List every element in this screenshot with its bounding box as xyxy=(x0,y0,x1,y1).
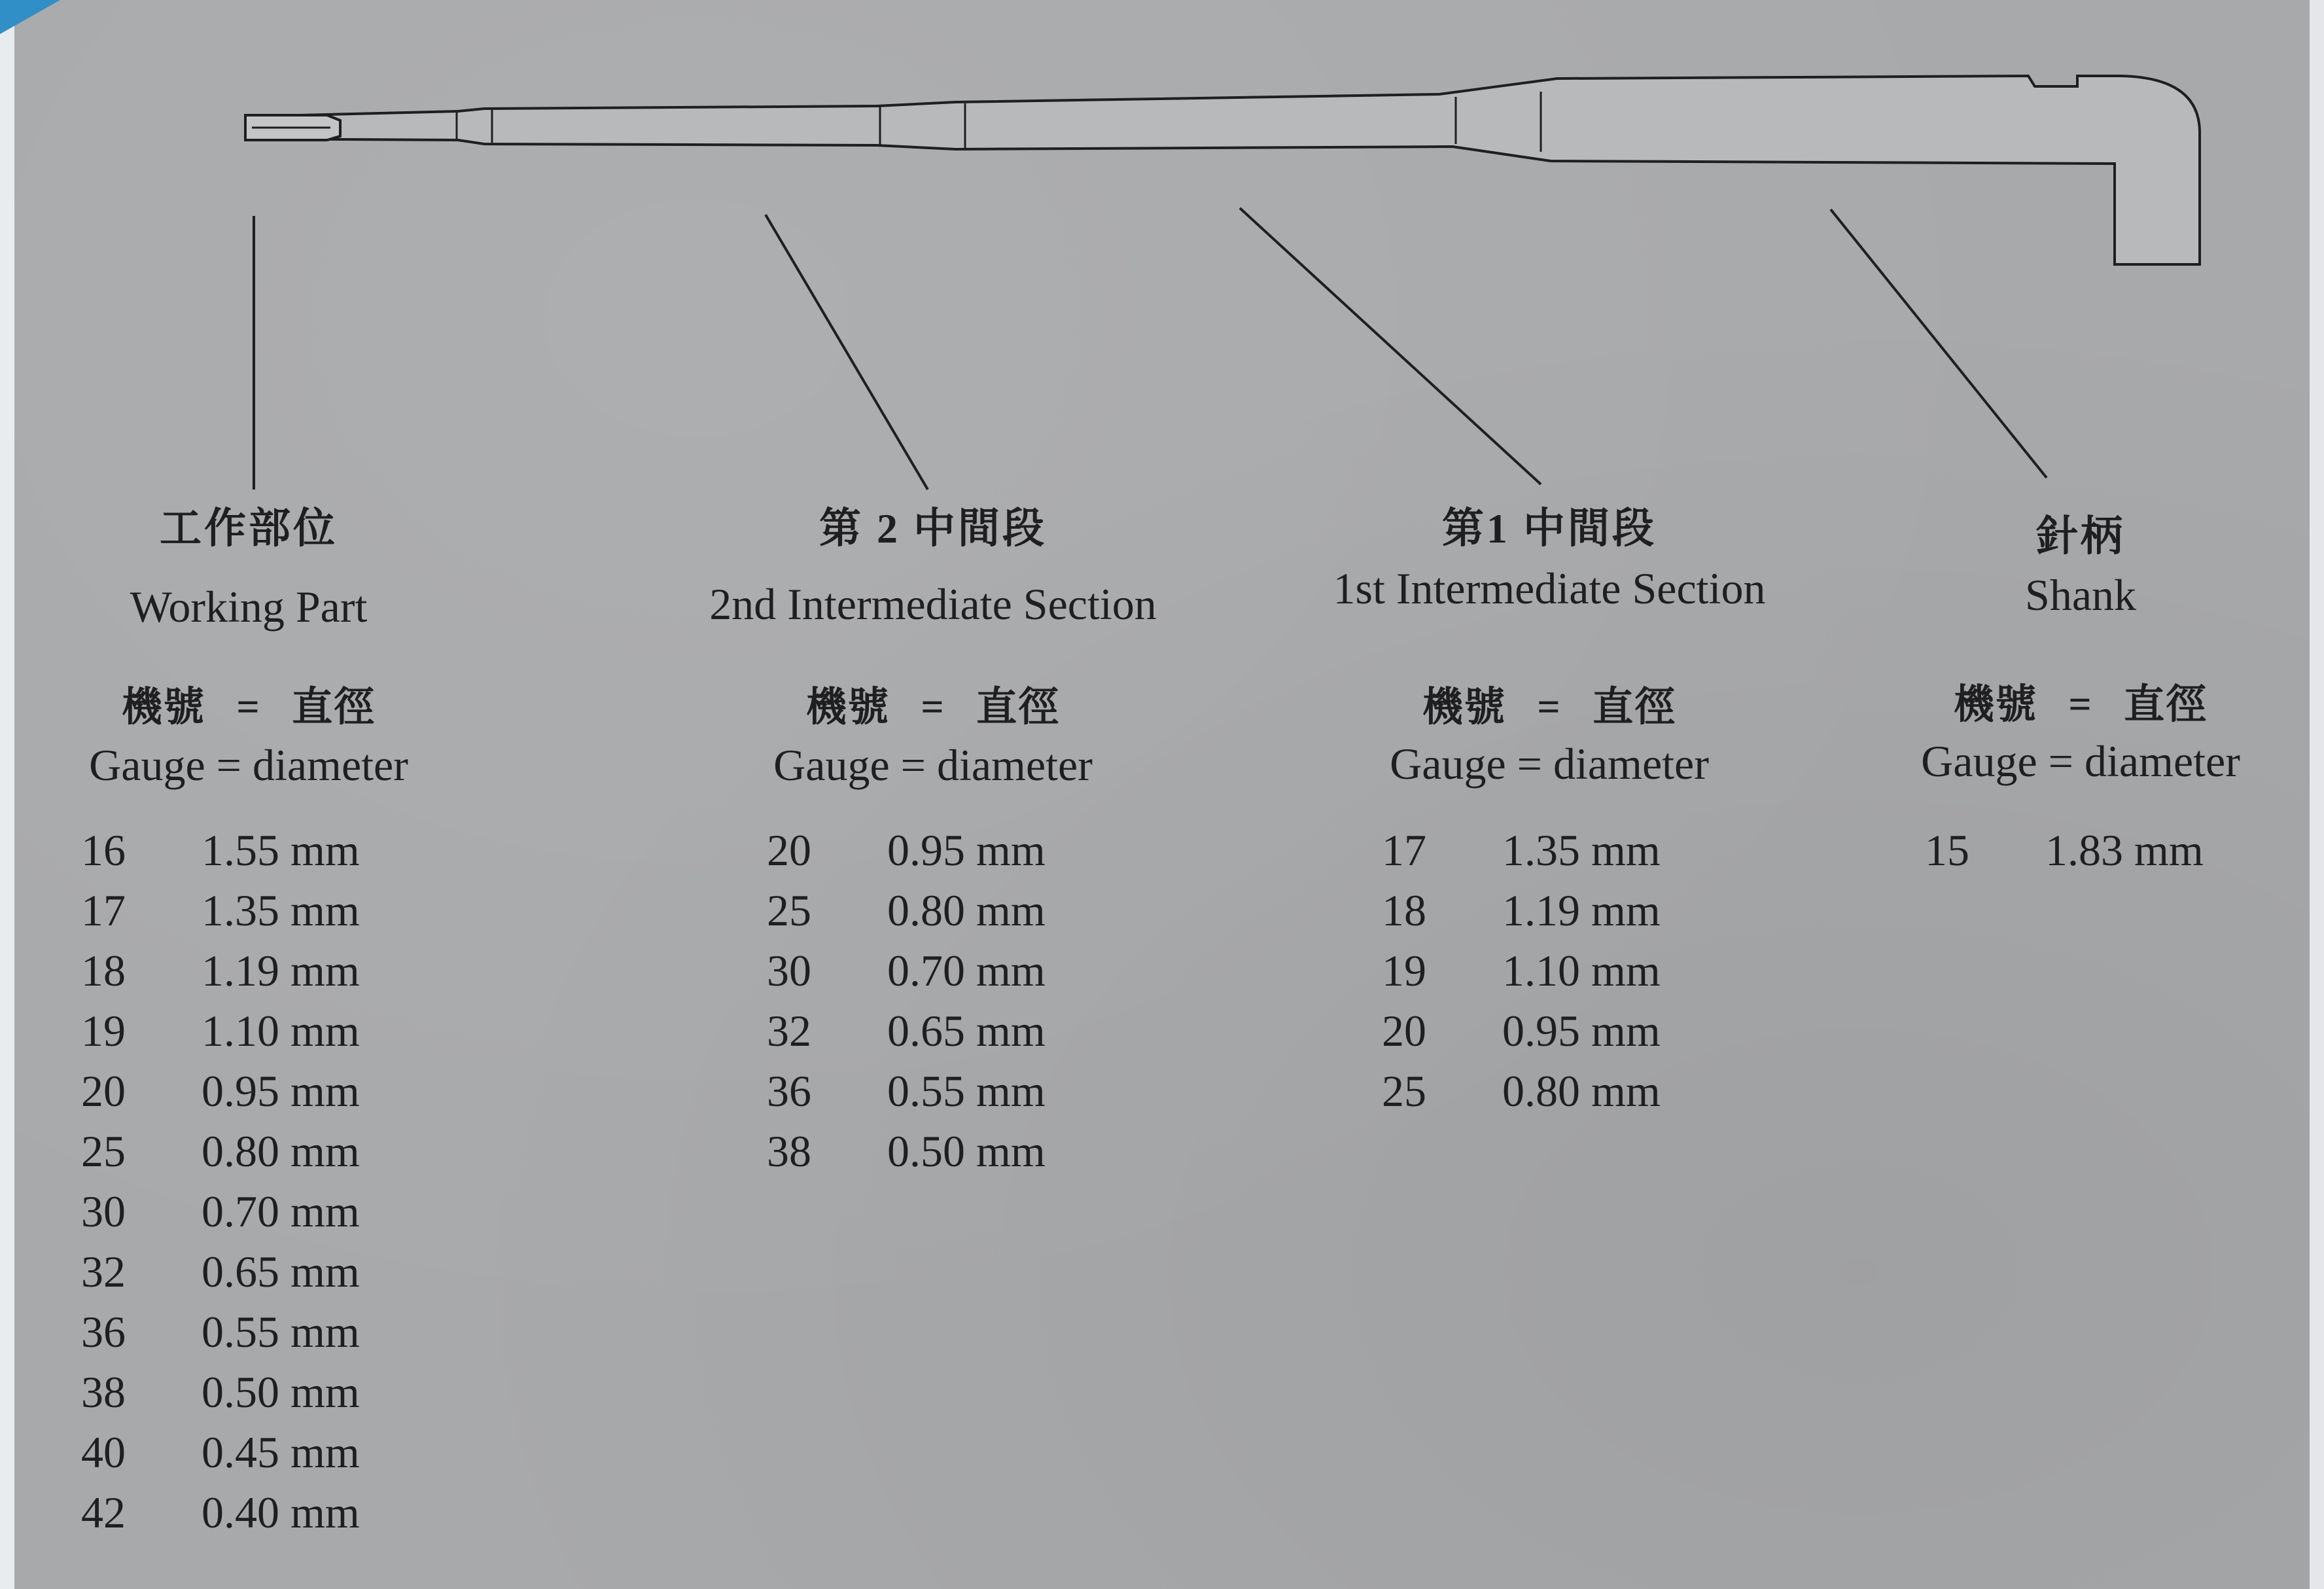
gauge-header-en: Gauge = diameter xyxy=(773,740,1093,790)
gauge-value: 18 xyxy=(81,946,126,995)
gauge-value: 25 xyxy=(1382,1066,1426,1116)
diameter-value: 0.45 mm xyxy=(202,1427,360,1477)
table-row xyxy=(64,1005,653,1065)
title-zh: 工作部位 xyxy=(160,505,338,552)
diameter-value: 1.19 mm xyxy=(1502,885,1661,935)
gauge-value: 42 xyxy=(81,1488,126,1537)
diameter-value: 0.55 mm xyxy=(887,1066,1046,1116)
table-row xyxy=(64,885,653,945)
gauge-header-en: Gauge = diameter xyxy=(1921,736,2240,786)
title-en: Shank xyxy=(2025,570,2136,620)
table-row xyxy=(1365,1005,1954,1065)
gauge-value: 38 xyxy=(81,1367,126,1417)
table-row xyxy=(750,1065,1339,1126)
gauge-value: 19 xyxy=(81,1006,126,1056)
gauge-value: 17 xyxy=(1382,825,1426,875)
gauge-header-en: Gauge = diameter xyxy=(89,740,408,790)
title-en: 1st Intermediate Section xyxy=(1333,563,1766,613)
title-en: Working Part xyxy=(130,582,368,632)
gauge-value: 25 xyxy=(767,885,811,935)
table-row xyxy=(64,825,653,885)
diameter-value: 1.83 mm xyxy=(2045,825,2204,875)
gauge-header-zh: 機號 = 直徑 xyxy=(1953,683,2208,727)
diameter-value: 0.80 mm xyxy=(1502,1066,1661,1116)
gauge-table xyxy=(1365,825,1954,1126)
diameter-value: 1.35 mm xyxy=(202,885,360,935)
gauge-table xyxy=(750,825,1339,1186)
table-row xyxy=(750,945,1339,1005)
table-row xyxy=(1365,1065,1954,1126)
gauge-value: 36 xyxy=(81,1307,126,1357)
gauge-value: 32 xyxy=(767,1006,811,1056)
gauge-value: 20 xyxy=(81,1066,126,1116)
gauge-table xyxy=(64,825,653,1547)
gauge-value: 36 xyxy=(767,1066,811,1116)
diameter-value: 0.65 mm xyxy=(202,1247,360,1296)
gauge-value: 19 xyxy=(1382,946,1426,995)
diameter-value: 1.35 mm xyxy=(1502,825,1661,875)
diameter-value: 0.95 mm xyxy=(887,825,1046,875)
table-row xyxy=(64,1306,653,1366)
leader-shank xyxy=(1831,209,2047,478)
table-row xyxy=(64,1126,653,1186)
leader-first-intermediate xyxy=(1240,208,1541,484)
needle-drawing-icon xyxy=(245,76,2200,264)
diameter-value: 0.80 mm xyxy=(887,885,1046,935)
diameter-value: 0.55 mm xyxy=(202,1307,360,1357)
gauge-header-zh: 機號 = 直徑 xyxy=(1422,685,1677,730)
gauge-value: 30 xyxy=(767,946,811,995)
gauge-table xyxy=(1908,825,2324,885)
gauge-value: 17 xyxy=(81,885,126,935)
title-zh: 第1 中間段 xyxy=(1442,505,1657,552)
gauge-header-zh: 機號 = 直徑 xyxy=(121,685,376,730)
table-row xyxy=(64,1065,653,1126)
table-row xyxy=(750,1005,1339,1065)
table-row xyxy=(750,1126,1339,1186)
gauge-value: 32 xyxy=(81,1247,126,1296)
diameter-value: 1.10 mm xyxy=(202,1006,360,1056)
gauge-value: 38 xyxy=(767,1126,811,1176)
table-row xyxy=(64,945,653,1005)
gauge-value: 16 xyxy=(81,825,126,875)
needle-outline xyxy=(245,76,2200,264)
gauge-header-zh: 機號 = 直徑 xyxy=(805,685,1061,730)
table-row xyxy=(750,885,1339,945)
leader-lines xyxy=(254,208,2047,490)
table-row xyxy=(64,1366,653,1427)
table-row xyxy=(1365,825,1954,885)
gauge-value: 20 xyxy=(1382,1006,1426,1056)
diameter-value: 0.95 mm xyxy=(1502,1006,1661,1056)
gauge-value: 15 xyxy=(1925,825,1969,875)
gauge-value: 18 xyxy=(1382,885,1426,935)
diameter-value: 0.80 mm xyxy=(202,1126,360,1176)
diameter-value: 0.65 mm xyxy=(887,1006,1046,1056)
table-row xyxy=(750,825,1339,885)
title-zh: 第 2 中間段 xyxy=(819,505,1047,552)
gauge-value: 25 xyxy=(81,1126,126,1176)
table-row xyxy=(64,1487,653,1547)
leader-second-intermediate xyxy=(766,215,928,490)
table-row xyxy=(64,1186,653,1246)
table-row xyxy=(1365,945,1954,1005)
title-zh: 針柄 xyxy=(2036,513,2125,560)
gauge-value: 30 xyxy=(81,1187,126,1236)
diameter-value: 0.50 mm xyxy=(887,1126,1046,1176)
diameter-value: 1.55 mm xyxy=(202,825,360,875)
gauge-header-en: Gauge = diameter xyxy=(1390,739,1709,789)
table-row xyxy=(64,1246,653,1306)
table-row xyxy=(64,1427,653,1487)
diameter-value: 0.95 mm xyxy=(202,1066,360,1116)
diameter-value: 0.40 mm xyxy=(202,1488,360,1537)
title-en: 2nd Intermediate Section xyxy=(709,579,1157,629)
diameter-value: 0.50 mm xyxy=(202,1367,360,1417)
table-row xyxy=(1908,825,2324,885)
diameter-value: 1.10 mm xyxy=(1502,946,1661,995)
diameter-value: 0.70 mm xyxy=(887,946,1046,995)
diameter-value: 1.19 mm xyxy=(202,946,360,995)
gauge-value: 20 xyxy=(767,825,811,875)
gauge-value: 40 xyxy=(81,1427,126,1477)
table-row xyxy=(1365,885,1954,945)
diameter-value: 0.70 mm xyxy=(202,1187,360,1236)
